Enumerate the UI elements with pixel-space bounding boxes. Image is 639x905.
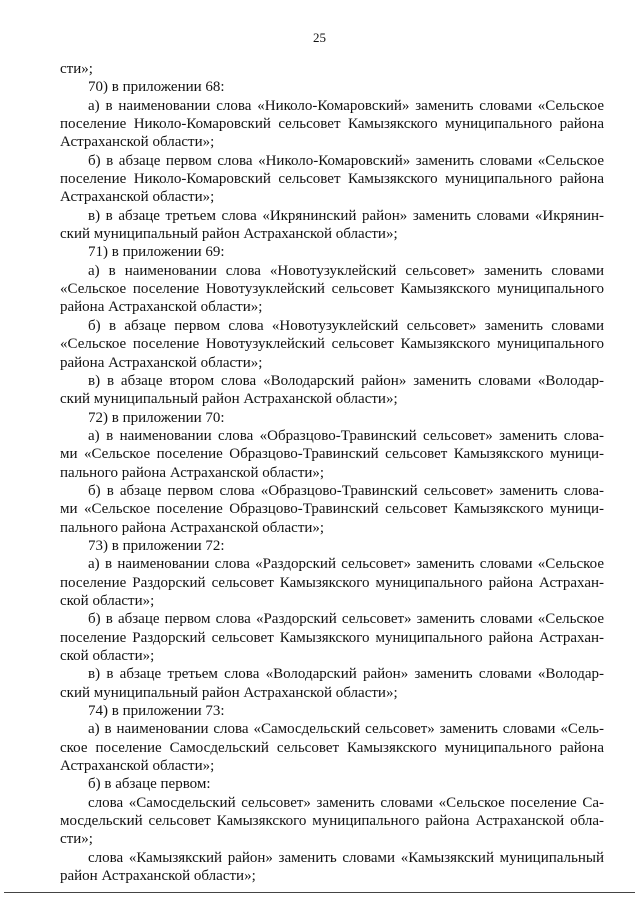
text-line: мосдельский сельсовет Камызякского муниципального района Астраханской обла-: [60, 813, 604, 830]
text-line: б) в абзаце первом слова «Раздорский сельсовет» заменить словами «Сельское: [88, 611, 604, 628]
text-line: сти»;: [60, 831, 93, 848]
text-line: б) в абзаце первом слова «Образцово-Травинский сельсовет» заменить слова-: [88, 482, 604, 499]
text-line: 74) в приложении 73:: [88, 703, 225, 720]
text-line: «Сельское поселение Новотузуклейский сельсовет Камызякского муниципального: [60, 336, 604, 353]
text-line: б) в абзаце первом:: [88, 776, 211, 793]
text-line: поселение Раздорский сельсовет Камызякского муниципального района Астрахан-: [60, 629, 604, 646]
text-line: в) в абзаце третьем слова «Икрянинский район» заменить словами «Икрянин-: [88, 207, 604, 224]
text-line: б) в абзаце первом слова «Новотузуклейский сельсовет» заменить словами: [88, 317, 604, 334]
text-line: 70) в приложении 68:: [88, 79, 225, 96]
text-line: ский муниципальный район Астраханской области»;: [60, 391, 398, 408]
text-line: район Астраханской области»;: [60, 868, 256, 885]
text-line: района Астраханской области»;: [60, 299, 263, 316]
text-line: б) в абзаце первом слова «Николо-Комаровский» заменить словами «Сельское: [88, 152, 604, 169]
text-line: ское поселение Самосдельский сельсовет Камызякского муниципального района: [60, 739, 604, 756]
text-line: а) в наименовании слова «Самосдельский сельсовет» заменить словами «Сель-: [88, 721, 604, 738]
text-line: а) в наименовании слова «Новотузуклейский сельсовет» заменить словами: [88, 262, 604, 279]
text-line: 72) в приложении 70:: [88, 409, 225, 426]
text-line: Астраханской области»;: [60, 758, 215, 775]
text-line: ской области»;: [60, 648, 155, 664]
text-line: пального района Астраханской области»;: [60, 464, 325, 481]
text-line: поселение Николо-Комаровский сельсовет Камызякского муниципального района: [60, 116, 604, 133]
bottom-rule: [4, 892, 635, 893]
text-line: а) в наименовании слова «Образцово-Травинский сельсовет» заменить слова-: [88, 427, 604, 444]
text-line: Астраханской области»;: [60, 189, 215, 206]
text-line: а) в наименовании слова «Николо-Комаровский» заменить словами «Сельское: [88, 97, 604, 114]
text-line: слова «Камызякский район» заменить словами «Камызякский муниципальный: [88, 849, 604, 866]
text-line: ми «Сельское поселение Образцово-Травинский сельсовет Камызякского муници-: [60, 446, 604, 463]
text-line: поселение Николо-Комаровский сельсовет Камызякского муниципального района: [60, 171, 604, 188]
text-line: Астраханской области»;: [60, 134, 215, 151]
page-number: 25: [313, 30, 326, 45]
text-line: а) в наименовании слова «Раздорский сельсовет» заменить словами «Сельское: [88, 556, 604, 573]
text-line: ский муниципальный район Астраханской области»;: [60, 226, 398, 243]
text-line: поселение Раздорский сельсовет Камызякского муниципального района Астрахан-: [60, 574, 604, 591]
text-line: 73) в приложении 72:: [88, 537, 225, 554]
text-line: сти»;: [60, 61, 93, 77]
text-line: слова «Самосдельский сельсовет» заменить словами «Сельское поселение Са-: [88, 794, 604, 811]
text-line: ской области»;: [60, 592, 155, 609]
text-line: ми «Сельское поселение Образцово-Травинский сельсовет Камызякского муници-: [60, 501, 604, 518]
text-line: в) в абзаце третьем слова «Володарский район» заменить словами «Володар-: [88, 666, 604, 683]
text-line: «Сельское поселение Новотузуклейский сельсовет Камызякского муниципального: [60, 281, 604, 298]
text-line: в) в абзаце втором слова «Володарский район» заменить словами «Володар-: [88, 372, 604, 389]
text-line: ский муниципальный район Астраханской области»;: [60, 684, 398, 701]
document-body: [60, 60, 604, 885]
text-line: 71) в приложении 69:: [88, 244, 225, 261]
text-line: пального района Астраханской области»;: [60, 519, 325, 536]
text-line: района Астраханской области»;: [60, 354, 263, 371]
